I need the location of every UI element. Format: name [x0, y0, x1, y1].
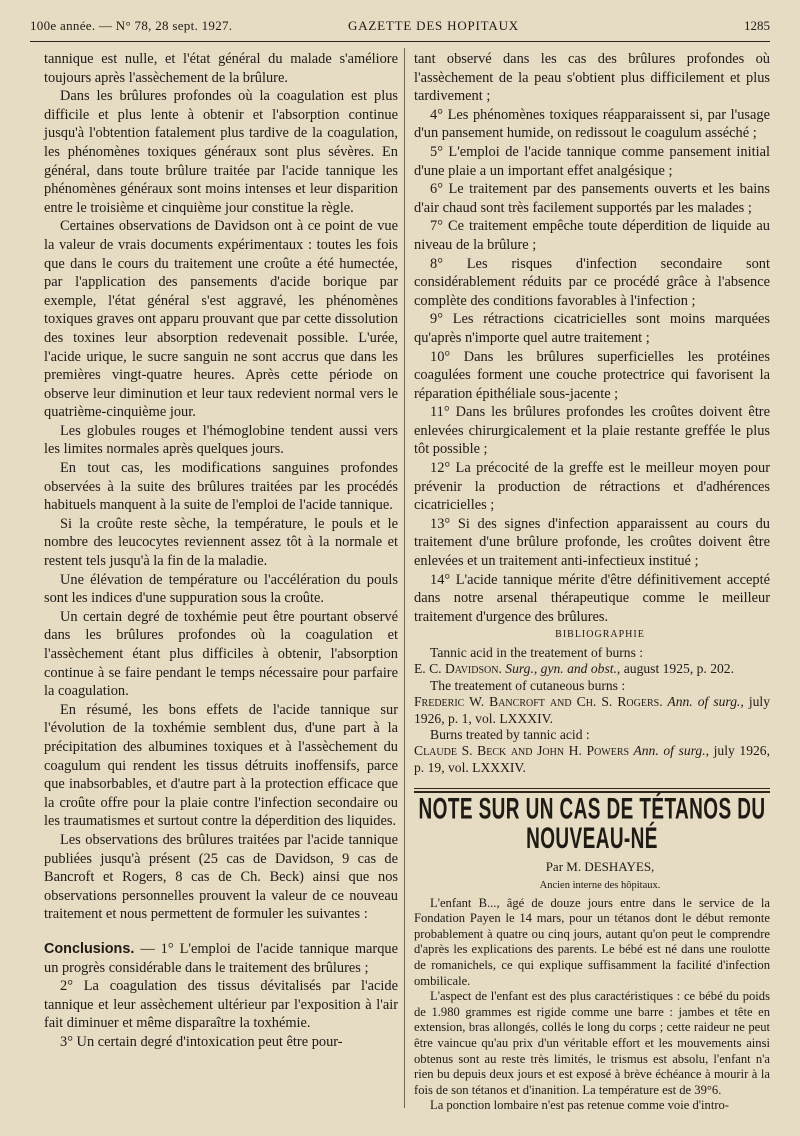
biblio-title: Burns treated by tannic acid :: [430, 727, 590, 743]
paragraph: Une élévation de température ou l'accélération du pouls sont les indices d'une suppuration sous la croûte.: [44, 571, 398, 607]
paragraph: 2° La coagulation des tissus dévitalisés par l'acide tannique et leur assèchement ultérieur par l'exposition à l'air fait diminuer et même disparaître la toxhémie.: [44, 978, 398, 1032]
paragraph: En tout cas, les modifications sanguines profondes observées à la suite des brûlures traitées par les procédés habituels manquent à la suite de l'emploi de l'acide tannique.: [44, 460, 398, 514]
page-number: 1285: [744, 18, 770, 33]
article-title: NOTE SUR UN CAS DE TÉTANOS DU NOUVEAU-NÉ: [418, 793, 766, 856]
paragraph: Si la croûte reste sèche, la température, le pouls et le nombre des leucocytes reviennent assez tôt à la normale et restent tels jusqu'à la fin de la maladie.: [44, 515, 398, 570]
paragraph: 4° Les phénomènes toxiques réapparaissent si, par l'usage d'un pansement humide, on redissout le coagulum asséché ;: [414, 106, 770, 142]
column-divider: [404, 48, 405, 1108]
paragraph: 13° Si des signes d'infection apparaissent au cours du traitement d'une brûlure profonde, les croûtes doivent être enlevées et un traitement anti-infectieux institué ;: [414, 515, 770, 570]
biblio-author: Claude S. Beck and John H. Powers: [414, 743, 630, 759]
biblio-author: E. C. Davidson.: [414, 661, 502, 677]
header-rule: [30, 41, 770, 42]
section-rule-thin: [414, 788, 770, 789]
biblio-author: Frederic W. Bancroft and Ch. S. Rogers.: [414, 694, 663, 710]
right-column: [414, 50, 770, 1114]
paragraph: Un certain degré de toxhémie peut être pourtant observé dans les brûlures profondes où la coagulation et l'assèchement étant plus difficiles à obtenir, l'absorption continue à se faire pendant le temps nécessaire pour parfaire la coagulation.: [44, 608, 398, 700]
biblio-ref: [414, 743, 770, 776]
paragraph: Les observations des brûlures traitées par l'acide tannique publiées jusqu'à présent (25 cas de Davidson, 9 cas de Bancroft et Rogers, 8 cas de Ch. Beck) ainsi que nos observations personnelles prouvent la valeur de ce nouveau traitement et nous permettent de formuler les suivantes :: [44, 831, 398, 923]
article-body: [414, 896, 770, 1114]
conclusions-label: Conclusions.: [44, 940, 135, 957]
paragraph: 6° Le traitement par des pansements ouverts et les bains d'air chaud sont très facilement supportés par les malades ;: [414, 181, 770, 216]
bibliography: [414, 645, 770, 776]
biblio-rest: august 1925, p. 202.: [620, 661, 734, 677]
biblio-ref: [414, 661, 770, 677]
paragraph: 5° L'emploi de l'acide tannique comme pansement initial d'une plaie a un important effet analgésique ;: [414, 143, 770, 179]
paragraph: 9° Les rétractions cicatricielles sont moins marquées qu'après n'importe quel autre traitement ;: [414, 311, 770, 346]
issue-info: 100e année. — N° 78, 28 sept. 1927.: [30, 18, 233, 33]
bibliography-heading: BIBLIOGRAPHIE: [555, 629, 645, 641]
paragraph: 11° Dans les brûlures profondes les croûtes doivent être enlevées chirurgicalement et la plaie restante greffée le plus tôt possible ;: [414, 404, 770, 458]
paragraph: La ponction lombaire n'est pas retenue comme voie d'intro-: [430, 1098, 729, 1113]
paragraph: 10° Dans les brûlures superficielles les protéines coagulées forment une couche protectrice qui favorisent la réparation épithéliale sous-jacente ;: [414, 348, 770, 402]
paragraph: tannique est nulle, et l'état général du malade s'améliore toujours après l'assèchement de la brûlure.: [44, 51, 398, 86]
biblio-title: Tannic acid in the treatement of burns :: [430, 645, 644, 660]
biblio-source: Ann. of surg.,: [629, 743, 710, 759]
biblio-title: The treatement of cutaneous burns :: [430, 677, 626, 693]
paragraph: L'aspect de l'enfant est des plus caractéristiques : ce bébé du poids de 1.980 grammes est rigide comme une barre : jambes et tête en extension, bras allongés, collés le long du corps ; cette raideur ne peut être vaincue qu'au prix d'un véritable effort et les mouvements ainsi obtenus sont au reste très limités, le trismus est absolu, l'enfant n'a rien bu depuis deux jours et est exposé à brève échéance à mourir à la fois de son tétanos et d'inanition. La température est de 39°6.: [414, 989, 770, 1097]
paragraph: 12° La précocité de la greffe est le meilleur moyen pour prévenir la production de rétractions et d'adhérences cicatricielles ;: [414, 460, 770, 514]
paragraph: L'enfant B..., âgé de douze jours entre dans le service de la Fondation Payen le 14 mars, pour un tétanos dont le début remonte probablement à quatre ou cinq jours, autant qu'on peut le comprendre d'après les explications des parents. Le bébé est né dans une roulotte de romanichels, ce qui explique suffisamment la facilité d'infection ombilicale.: [414, 895, 770, 988]
paragraph: tant observé dans les cas des brûlures profondes où l'assèchement de la peau s'obtient plus difficilement et plus tardivement ;: [414, 51, 770, 105]
paragraph: 3° Un certain degré d'intoxication peut être pour-: [60, 1033, 343, 1050]
conclusions-paragraph: [44, 940, 398, 977]
biblio-rest: july 1926, p. 19, vol. LXXXIV.: [414, 743, 770, 775]
article-byline: Par M. DESHAYES,: [545, 859, 655, 875]
page-header: [30, 12, 770, 38]
biblio-source: Ann. of surg.,: [662, 694, 744, 710]
biblio-rest: july 1926, p. 1, vol. LXXXIV.: [414, 694, 770, 726]
paragraph: Les globules rouges et l'hémoglobine tendent aussi vers les limites normales après quelques jours.: [44, 422, 398, 458]
paragraph: 14° L'acide tannique mérite d'être définitivement accepté dans notre arsenal thérapeutique comme le meilleur traitement d'urgence des brûlures.: [414, 571, 770, 625]
biblio-source: Surg., gyn. and obst.,: [501, 661, 621, 677]
article-byline-sub: Ancien interne des hôpitaux.: [539, 880, 661, 892]
paragraph: Dans les brûlures profondes où la coagulation est plus difficile et plus lente à obtenir et l'absorption continue jusqu'à l'obtention fatalement plus tardive de la coagulation, les phénomènes toxiques généraux sont plus sévères. En général, dans toute brûlure traitée par l'acide tannique les phénomènes généraux sont moins intenses et leur disparition entre le troisième et cinquième jour constitue la règle.: [44, 88, 398, 216]
left-column: [44, 50, 398, 1051]
paragraph: Certaines observations de Davidson ont à ce point de vue la valeur de vrais documents expérimentaux : toutes les fois que dans le cours du traitement une croûte a été humectée, par l'application des pansements d'acide borique par exemple, l'état général s'est aggravé, les phénomènes toxiques graves ont apparu prouvant que par cette dissolution des toxines leur absorption redevenait possible. L'urée, l'acide urique, le sucre sanguin ne sont accrus que dans les premières vingt-quatre heures. Après cette période on observe leur diminution et leur taux redevient normal vers le quatrième-cinquième jour.: [44, 218, 398, 421]
paragraph: En résumé, les bons effets de l'acide tannique sur l'évolution de la toxhémie semblent dus, d'une part à la précipitation des albumines toxiques et à l'assèchement du coagulum qui rendent les tissus détruits inoffensifs, parce que inabsorbables, et d'autre part à la protection efficace que la croûte offre pour la plaie contre l'infection secondaire ou les traumatismes et surtout contre la déperdition des liquides.: [44, 701, 398, 830]
paragraph: 7° Ce traitement empêche toute déperdition de liquide au niveau de la brûlure ;: [414, 218, 770, 253]
journal-title: GAZETTE DES HOPITAUX: [348, 18, 519, 33]
conclusions-text: — 1° L'emploi de l'acide tannique marque un progrès considérable dans le traitement des brûlures ;: [44, 940, 398, 976]
paragraph: 8° Les risques d'infection secondaire sont considérablement réduits par ce procédé grâce à l'absence complète des conditions favorables à l'infection ;: [414, 255, 770, 309]
biblio-ref: [414, 694, 770, 727]
